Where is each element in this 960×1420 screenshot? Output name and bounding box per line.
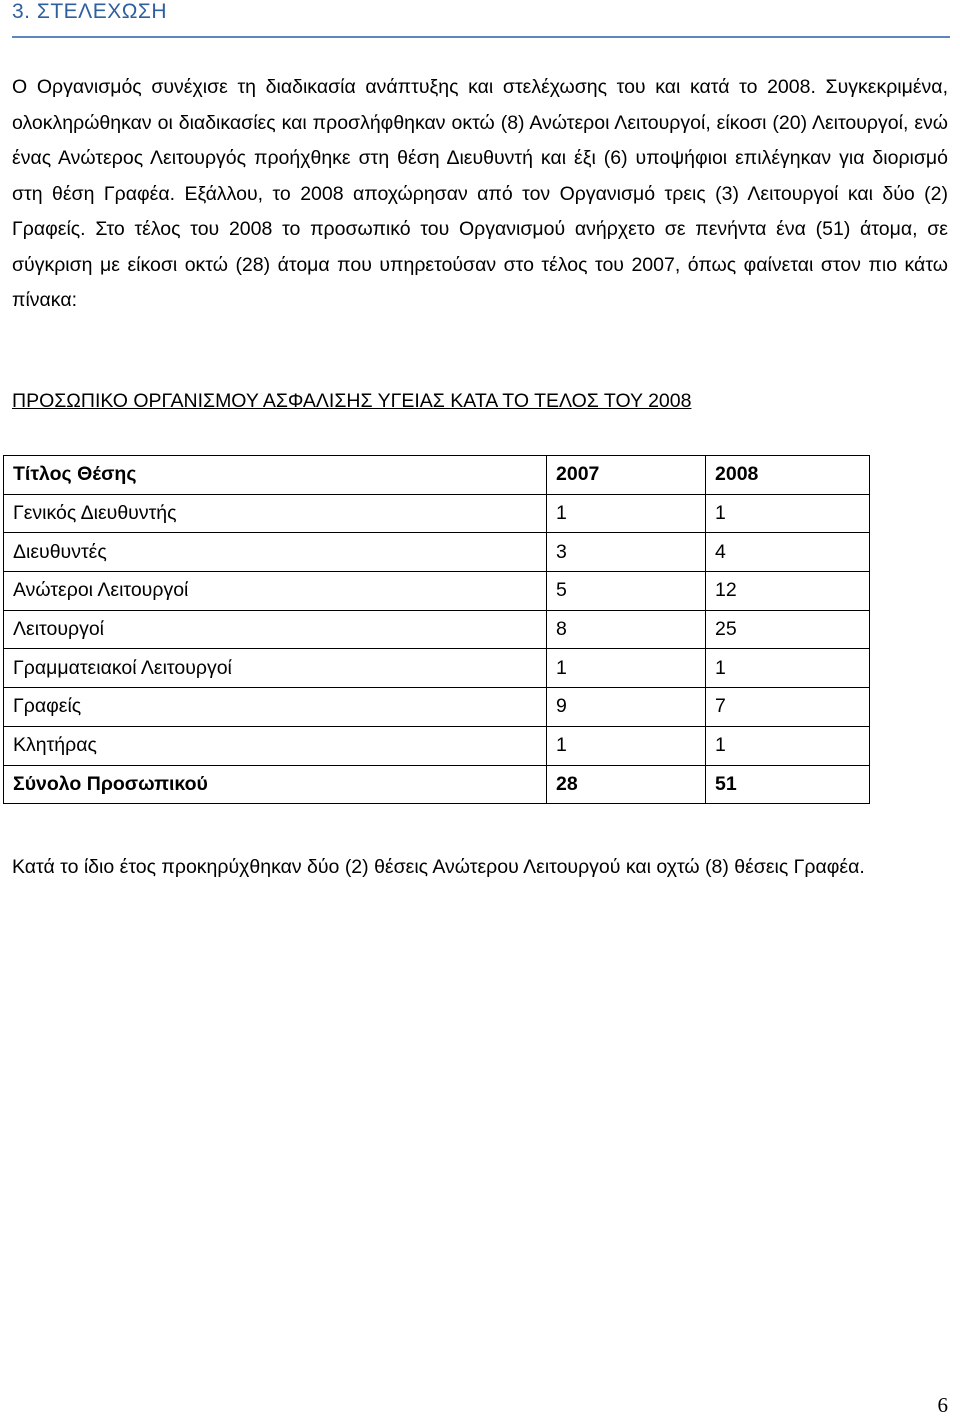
row-2007-cell: 1 (547, 649, 706, 688)
row-title-cell: Διευθυντές (4, 533, 547, 572)
table-row (4, 649, 870, 688)
row-title-cell: Γραμματειακοί Λειτουργοί (4, 649, 547, 688)
closing-paragraph: Κατά το ίδιο έτος προκηρύχθηκαν δύο (2) θέσεις Ανώτερου Λειτουργού και οχτώ (8) θέσεις Γραφέα. (12, 856, 865, 878)
row-2008-cell: 25 (706, 610, 870, 649)
row-title-cell: Κλητήρας (4, 726, 547, 765)
table-row (4, 726, 870, 765)
table-row (4, 688, 870, 727)
header-cell-2007: 2007 (547, 456, 706, 495)
row-2008-cell: 1 (706, 494, 870, 533)
intro-paragraph: Ο Οργανισμός συνέχισε τη διαδικασία ανάπτυξης και στελέχωσης του και κατά το 2008. Συγκεκριμένα, ολοκληρώθηκαν οι διαδικασίες και προσλήφθηκαν οκτώ (8) Ανώτεροι Λειτουργοί, είκοσι (20) Λειτουργοί, ενώ ένας Ανώτερος Λειτουργός προήχθηκε στη θέση Διευθυντή και έξι (6) υποψήφιοι επιλέγηκαν για διορισμό στη θέση Γραφέα. Εξάλλου, το 2008 αποχώρησαν από τον Οργανισμό τρεις (3) Λειτουργοί και δύο (2) Γραφείς. Στο τέλος του 2008 το προσωπικό του Οργανισμού ανήρχετο σε πενήντα ένα (51) άτομα, σε σύγκριση με είκοσι οκτώ (28) άτομα που υπηρετούσαν στο τέλος του 2007, όπως φαίνεται στον πιο κάτω πίνακα: (12, 76, 948, 311)
row-2008-cell: 7 (706, 688, 870, 727)
header-cell-title: Τίτλος Θέσης (4, 456, 547, 495)
total-2008-cell: 51 (706, 765, 870, 804)
row-2007-cell: 5 (547, 572, 706, 611)
table-title: ΠΡΟΣΩΠΙΚΟ ΟΡΓΑΝΙΣΜΟΥ ΑΣΦΑΛΙΣΗΣ ΥΓΕΙΑΣ ΚΑΤΑ ΤΟ ΤΕΛΟΣ ΤΟΥ 2008 (12, 390, 692, 412)
row-title-cell: Γενικός Διευθυντής (4, 494, 547, 533)
table-row (4, 533, 870, 572)
table-total-row (4, 765, 870, 804)
row-title-cell: Λειτουργοί (4, 610, 547, 649)
table-row (4, 610, 870, 649)
table-row (4, 494, 870, 533)
header-cell-2008: 2008 (706, 456, 870, 495)
row-2007-cell: 1 (547, 726, 706, 765)
row-2008-cell: 12 (706, 572, 870, 611)
row-2007-cell: 9 (547, 688, 706, 727)
section-heading: 3. ΣΤΕΛΕΧΩΣΗ (12, 0, 168, 23)
heading-divider (12, 36, 950, 38)
table-row (4, 572, 870, 611)
page-number: 6 (937, 1393, 948, 1417)
total-2007-cell: 28 (547, 765, 706, 804)
table-header-row (4, 456, 870, 495)
row-2008-cell: 4 (706, 533, 870, 572)
row-2008-cell: 1 (706, 726, 870, 765)
row-2008-cell: 1 (706, 649, 870, 688)
total-title-cell: Σύνολο Προσωπικού (4, 765, 547, 804)
row-title-cell: Γραφείς (4, 688, 547, 727)
staff-table (3, 455, 870, 804)
row-2007-cell: 3 (547, 533, 706, 572)
row-2007-cell: 8 (547, 610, 706, 649)
row-title-cell: Ανώτεροι Λειτουργοί (4, 572, 547, 611)
row-2007-cell: 1 (547, 494, 706, 533)
